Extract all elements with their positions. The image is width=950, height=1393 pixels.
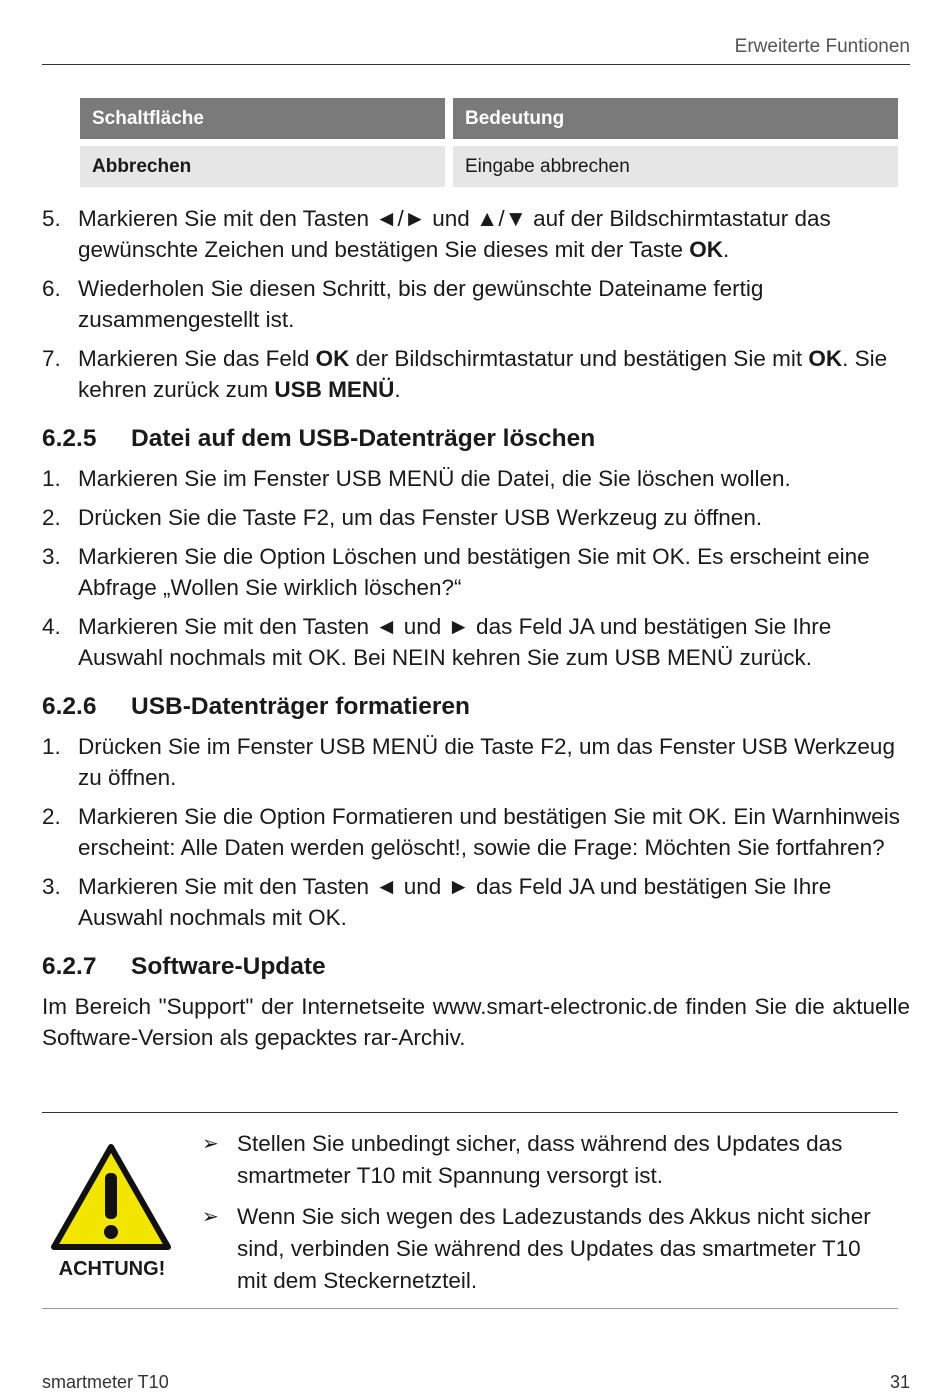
table-cell: Abbrechen <box>80 146 445 187</box>
step-text: Markieren Sie das Feld <box>78 346 316 371</box>
section-heading-627 <box>42 951 910 983</box>
step-text: Markieren Sie die Option Formatieren und bestätigen Sie mit OK. Ein Warnhinweis erscheint: Alle Daten werden gelöscht!, sowie die Frage: Möchten Sie fortfahren? <box>78 804 901 860</box>
section-title: USB-Datenträger formatieren <box>131 693 470 720</box>
step-text: Drücken Sie im Fenster USB MENÜ die Taste F2, um das Fenster USB Werkzeug zu öffnen. <box>78 734 895 790</box>
list-item <box>42 343 910 405</box>
footer-product: smartmeter T10 <box>42 1372 169 1392</box>
steps-list-625 <box>42 463 910 673</box>
button-meaning-table <box>80 98 898 194</box>
section-title: Datei auf dem USB-Datenträger löschen <box>131 425 596 452</box>
arrow-bullet-icon: ➢ <box>202 1206 219 1228</box>
step-number: 2. <box>42 505 61 530</box>
list-item <box>42 273 910 335</box>
step-bold: OK <box>808 346 843 371</box>
step-text: Drücken Sie die Taste F2, um das Fenster USB Werkzeug zu öffnen. <box>78 505 763 530</box>
step-text: Wiederholen Sie diesen Schritt, bis der gewünschte Dateiname fertig zusammengestellt ist. <box>78 276 764 332</box>
section-heading-626 <box>42 691 910 723</box>
step-number: 3. <box>42 874 61 899</box>
section-number: 6.2.7 <box>42 953 97 980</box>
list-item <box>42 502 910 533</box>
list-item <box>42 541 910 603</box>
step-number: 3. <box>42 544 61 569</box>
warning-label: ACHTUNG! <box>58 1258 166 1280</box>
section-heading-625 <box>42 423 910 455</box>
warning-triangle-icon <box>50 1143 172 1251</box>
warning-list <box>202 1128 892 1306</box>
step-number: 7. <box>42 346 61 371</box>
warning-item <box>202 1201 892 1297</box>
section-number: 6.2.6 <box>42 693 97 720</box>
steps-list-top <box>42 203 910 405</box>
step-text: . <box>722 237 730 262</box>
list-item <box>42 611 910 673</box>
table-header-cell: Schaltfläche <box>80 98 445 139</box>
table-cell: Eingabe abbrechen <box>453 146 898 187</box>
page-number: 31 <box>889 1372 910 1392</box>
step-number: 1. <box>42 466 61 491</box>
step-text: Markieren Sie mit den Tasten ◄/► und ▲/▼ auf der Bildschirmtastatur das gewünschte Zeichen und bestätigen Sie dieses mit der Taste <box>78 206 831 262</box>
list-item <box>42 731 910 793</box>
warning-text: Stellen Sie unbedingt sicher, dass während des Updates das smartmeter T10 mit Spannung versorgt ist. <box>237 1131 843 1188</box>
warning-bottom-rule <box>42 1308 898 1309</box>
section-number: 6.2.5 <box>42 425 97 452</box>
step-number: 6. <box>42 276 61 301</box>
list-item <box>42 801 910 863</box>
list-item <box>42 871 910 933</box>
step-number: 1. <box>42 734 61 759</box>
table-row <box>80 146 898 187</box>
warning-item <box>202 1128 892 1192</box>
warning-top-rule <box>42 1112 898 1113</box>
step-text: der Bildschirmtastatur und bestätigen Sie mit <box>349 346 809 371</box>
step-number: 2. <box>42 804 61 829</box>
step-text: . <box>394 377 401 402</box>
step-number: 4. <box>42 614 61 639</box>
step-text: Markieren Sie die Option Löschen und bestätigen Sie mit OK. Es erscheint eine Abfrage „Wollen Sie wirklich löschen?“ <box>78 544 870 600</box>
list-item <box>42 203 910 265</box>
main-content <box>42 203 910 1053</box>
section-title: Software-Update <box>131 953 326 980</box>
step-text: Markieren Sie mit den Tasten ◄ und ► das Feld JA und bestätigen Sie Ihre Auswahl nochmals mit OK. <box>78 874 832 930</box>
list-item <box>42 463 910 494</box>
step-text: Markieren Sie im Fenster USB MENÜ die Datei, die Sie löschen wollen. <box>78 466 791 491</box>
step-text: Markieren Sie mit den Tasten ◄ und ► das Feld JA und bestätigen Sie Ihre Auswahl nochmals mit OK. Bei NEIN kehren Sie zum USB MENÜ zurück. <box>78 614 832 670</box>
step-bold: OK <box>315 346 350 371</box>
running-header: Erweiterte Funtionen <box>734 36 910 57</box>
header-rule <box>42 64 910 65</box>
warning-text: Wenn Sie sich wegen des Ladezustands des Akkus nicht sicher sind, verbinden Sie während des Updates das smartmeter T10 mit dem Steckernetzteil. <box>237 1204 871 1293</box>
table-header-row <box>80 98 898 139</box>
step-number: 5. <box>42 206 61 231</box>
step-bold: USB MENÜ <box>274 377 395 402</box>
step-bold: OK <box>689 237 723 262</box>
arrow-bullet-icon: ➢ <box>202 1133 219 1155</box>
step-text: . Sie kehren zurück zum <box>78 346 888 402</box>
steps-list-626 <box>42 731 910 933</box>
table-header-cell: Bedeutung <box>453 98 898 139</box>
section-paragraph: Im Bereich "Support" der Internetseite www.smart-electronic.de finden Sie die aktuelle Software-Version als gepacktes rar-Archiv. <box>42 994 910 1050</box>
